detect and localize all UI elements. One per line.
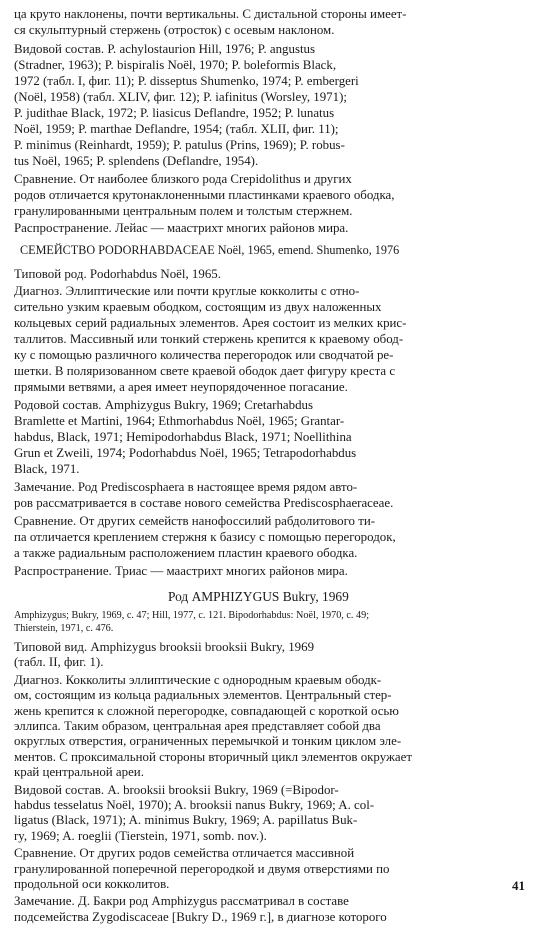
text-line: ца круто наклонены, почти вертикальны. С дистальной стороны имеет- (14, 7, 407, 21)
text-line: habdus tesselatus Noël, 1970); A. brooksii nanus Bukry, 1969; A. col- (14, 798, 375, 812)
text-line: Noël, 1959; P. marthae Deflandre, 1954; (табл. XLII, фиг. 11); (14, 122, 339, 136)
text-line: шетки. В поляризованном свете краевой ободок дает фигуру креста с (14, 364, 396, 378)
text-line: гранулированными центральным полем и толстым стержнем. (14, 204, 353, 218)
text-line: Родовой состав. Amphizygus Bukry, 1969; Cretarhabdus (14, 398, 313, 412)
text-line: Замечание. Д. Бакри род Amphizygus рассматривал в составе (14, 894, 349, 909)
text-line: край центральной ареи. (14, 765, 144, 780)
text-line: Замечание. Род Prediscosphaera в настоящее время рядом авто- (14, 480, 358, 494)
text-line: Grun et Zweili, 1974; Podorhabdus Noël, 1965; Tetrapodorhabdus (14, 446, 357, 460)
family-heading: СЕМЕЙСТВО PODORHABDACEAE Noël, 1965, emend. Shumenko, 1976 (20, 243, 400, 257)
text-line: подсемейства Zygodiscaceae [Bukry D., 1969 г.], в диагнозе которого (14, 909, 387, 924)
text-line: Распространение. Лейас — маастрихт многих районов мира. (14, 221, 349, 235)
text-line: ся скульптурный стержень (отросток) с осевым наклоном. (14, 23, 335, 37)
synonymy-line: Thierstein, 1971, с. 476. (14, 623, 114, 634)
text-line: Сравнение. От наиболее близкого рода Crepidolithus и других (14, 172, 352, 186)
text-line: ку с помощью различного количества перегородок или сводчатой ре- (14, 348, 394, 362)
text-line: Типовой род. Podorhabdus Noël, 1965. (14, 267, 221, 281)
text-line: Сравнение. От других родов семейства отличается массивной (14, 846, 355, 861)
text-line: (Stradner, 1963); P. bispiralis Noël, 1970; P. boleformis Black, (14, 58, 337, 72)
text-line: Распространение. Триас — маастрихт многих районов мира. (14, 564, 348, 578)
genus-heading: Род AMPHIZYGUS Bukry, 1969 (168, 589, 349, 604)
text-line: округлых отверстия, ограниченных перемычкой и тонким циклом эле- (14, 734, 402, 749)
text-line: Видовой состав. A. brooksii brooksii Bukry, 1969 (=Bipodor- (14, 782, 339, 797)
text-line: ry, 1969; A. roeglii (Tierstein, 1971, somb. nov.). (14, 828, 267, 843)
text-line: Типовой вид. Amphizygus brooksii brooksii Bukry, 1969 (14, 640, 315, 654)
text-line: Bramlette et Martini, 1964; Ethmorhabdus Noël, 1965; Grantar- (14, 414, 345, 428)
text-line: tus Noël, 1965; P. splendens (Deflandre, 1954). (14, 154, 259, 168)
text-line: прямыми ветвями, а арея имеет неупорядоченное погасание. (14, 380, 348, 394)
text-line: эллипса. Таким образом, центральная арея представляет собой два (14, 719, 381, 733)
text-line: 1972 (табл. I, фиг. 11); P. disseptus Shumenko, 1974; P. embergeri (14, 74, 359, 88)
text-line: Диагноз. Кокколиты эллиптические с однородным краевым ободк- (14, 672, 382, 687)
text-line: ментов. С проксимальной стороны вторичный цикл элементов окружает (14, 749, 412, 764)
text-line: (табл. II, фиг. 1). (14, 655, 104, 670)
text-line: Видовой состав. P. achylostaurion Hill, 1976; P. angustus (14, 42, 316, 56)
page-number: 41 (512, 878, 525, 893)
text-line: кольцевых серий радиальных элементов. Арея состоит из мелких крис- (14, 316, 407, 330)
text-line: па отличается креплением стержня к базису с помощью перегородок, (14, 530, 396, 544)
text-line: (Noël, 1958) (табл. XLIV, фиг. 12); P. iafinitus (Worsley, 1971); (14, 90, 347, 104)
text-line: ом, состоящим из кольца радиальных элементов. Центральный стер- (14, 688, 392, 703)
text-line: Сравнение. От других семейств нанофоссилий рабдолитового ти- (14, 514, 376, 528)
text-line: habdus, Black, 1971; Hemipodorhabdus Black, 1971; Noellithina (14, 430, 352, 444)
text-line: продольной оси кокколитов. (14, 877, 170, 891)
text-line: P. minimus (Reinhardt, 1959); P. patulus (Prins, 1969); P. robus- (14, 138, 345, 152)
text-line: жень крепится к сложной перегородке, совпадающей с короткой осью (14, 703, 399, 718)
text-line: а также радиальным расположением пластин краевого ободка. (14, 546, 358, 560)
text-line: ров рассматривается в составе нового семейства Prediscosphaeraceae. (14, 496, 394, 510)
text-line: P. judithae Black, 1972; P. liasicus Deflandre, 1952; P. lunatus (14, 106, 335, 120)
text-line: гранулированной поперечной перегородкой и двумя отверстиями по (14, 861, 390, 876)
text-line: сительно узким краевым ободком, состоящим из двух наложенных (14, 300, 382, 314)
text-line: Black, 1971. (14, 462, 80, 476)
text-line: таллитов. Массивный или тонкий стержень крепится к краевому обод- (14, 332, 404, 346)
synonymy-line: Amphizygus; Bukry, 1969, с. 47; Hill, 1977, с. 121. Bipodorhabdus: Noël, 1970, с. 49; (14, 610, 370, 621)
text-line: родов отличается крутонаклоненными пластинками краевого ободка, (14, 188, 395, 202)
text-line: Диагноз. Эллиптические или почти круглые кокколиты с отно- (14, 284, 360, 298)
text-line: ligatus (Black, 1971); A. minimus Bukry, 1969; A. papillatus Buk- (14, 813, 358, 828)
